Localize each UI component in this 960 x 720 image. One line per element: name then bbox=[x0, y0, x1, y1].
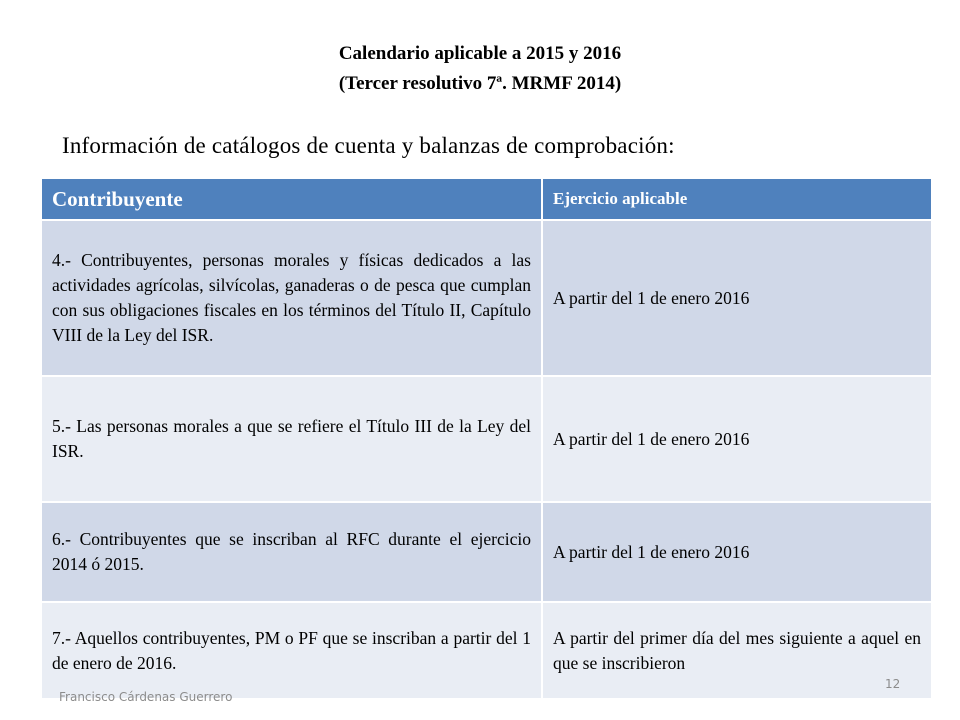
header-ejercicio-aplicable: Ejercicio aplicable bbox=[542, 179, 931, 220]
section-subtitle: Información de catálogos de cuenta y balanzas de comprobación: bbox=[62, 133, 675, 158]
page-number: 12 bbox=[885, 677, 901, 691]
cell-ejercicio: A partir del primer día del mes siguiente a aquel en que se inscribieron bbox=[542, 602, 931, 698]
cell-ejercicio: A partir del 1 de enero 2016 bbox=[542, 502, 931, 602]
slide-title: Calendario aplicable a 2015 y 2016 bbox=[338, 43, 622, 64]
table-row bbox=[42, 602, 931, 698]
header-contribuyente: Contribuyente bbox=[42, 179, 542, 220]
table-row bbox=[42, 220, 931, 376]
cell-ejercicio: A partir del 1 de enero 2016 bbox=[542, 220, 931, 376]
slide-title-reference: (Tercer resolutivo 7ª. MRMF 2014) bbox=[338, 73, 622, 94]
table-row bbox=[42, 376, 931, 502]
cell-contribuyente: 7.- Aquellos contribuyentes, PM o PF que se inscriban a partir del 1 de enero de 2016. bbox=[42, 602, 542, 698]
calendar-table bbox=[42, 179, 931, 698]
cell-ejercicio: A partir del 1 de enero 2016 bbox=[542, 376, 931, 502]
cell-contribuyente: 4.- Contribuyentes, personas morales y físicas dedicados a las actividades agrícolas, silvícolas, ganaderas o de pesca que cumplan con sus obligaciones fiscales en los términos del Título II, Capítulo VIII de la Ley del ISR. bbox=[42, 220, 542, 376]
footer-author: Francisco Cárdenas Guerrero bbox=[59, 690, 233, 704]
cell-contribuyente: 5.- Las personas morales a que se refiere el Título III de la Ley del ISR. bbox=[42, 376, 542, 502]
cell-contribuyente: 6.- Contribuyentes que se inscriban al RFC durante el ejercicio 2014 ó 2015. bbox=[42, 502, 542, 602]
table-row bbox=[42, 502, 931, 602]
table-header-row bbox=[42, 179, 931, 220]
